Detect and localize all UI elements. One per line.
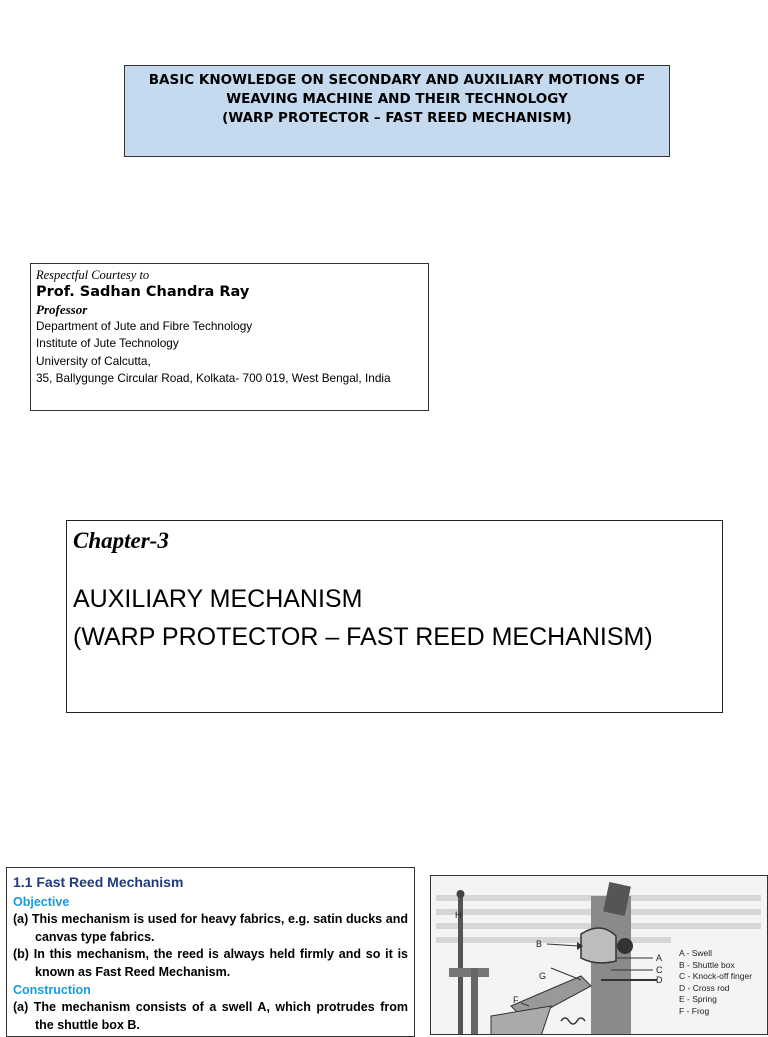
label-c: C [656, 965, 663, 975]
chapter-heading-line-1: AUXILIARY MECHANISM [73, 585, 363, 613]
address-line: Institute of Jute Technology [36, 336, 179, 351]
shuttle-box [591, 896, 631, 1035]
chapter-heading-line-2: (WARP PROTECTOR – FAST REED MECHANISM) [73, 623, 653, 651]
document-title-box [124, 65, 670, 157]
objective-item: (a) This mechanism is used for heavy fabrics, e.g. satin ducks and canvas type fabrics. [13, 912, 408, 944]
figure-legend [679, 948, 752, 1017]
label-g: G [539, 971, 547, 981]
author-designation: Professor [36, 302, 88, 317]
legend-item: C - Knock-off finger [679, 971, 753, 981]
title-line-3: (WARP PROTECTOR – FAST REED MECHANISM) [222, 110, 572, 126]
objective-heading: Objective [13, 895, 70, 909]
legend-item: E - Spring [679, 994, 717, 1004]
frame-bar [449, 968, 489, 977]
chapter-label: Chapter-3 [73, 528, 169, 553]
label-f: F [513, 995, 519, 1005]
title-line-2: WEAVING MACHINE AND THEIR TECHNOLOGY [226, 91, 568, 107]
address-line: 35, Ballygunge Circular Road, Kolkata- 700 019, West Bengal, India [36, 370, 391, 385]
objective-item: (b) In this mechanism, the reed is always held firmly and so it is known as Fast Reed Mechanism. [13, 947, 408, 979]
section-box [6, 867, 415, 1037]
chapter-box [66, 520, 723, 713]
legend-item: D - Cross rod [679, 982, 730, 993]
label-b: B [536, 939, 543, 949]
address-line: Department of Jute and Fibre Technology [36, 319, 253, 333]
title-line-1: BASIC KNOWLEDGE ON SECONDARY AND AUXILIARY MOTIONS OF [148, 72, 646, 88]
construction-heading: Construction [13, 983, 91, 997]
mechanism-figure [430, 875, 768, 1035]
label-a: A [656, 953, 663, 963]
legend-item: B - Shuttle box [679, 959, 735, 970]
author-name: Prof. Sadhan Chandra Ray [36, 284, 250, 300]
spring [561, 1018, 585, 1024]
legend-item: A - Swell [679, 948, 713, 958]
section-title: 1.1 Fast Reed Mechanism [13, 874, 184, 890]
label-h: H [455, 910, 462, 920]
legend-item: F - Frog [679, 1005, 710, 1016]
label-d: D [656, 975, 663, 985]
courtesy-line: Respectful Courtesy to [36, 268, 150, 282]
courtesy-box [30, 263, 429, 411]
swell [581, 928, 616, 963]
construction-item: (a) The mechanism consists of a swell A, which protrudes from the shuttle box B. [13, 1000, 408, 1032]
address-line: University of Calcutta, [36, 353, 151, 368]
